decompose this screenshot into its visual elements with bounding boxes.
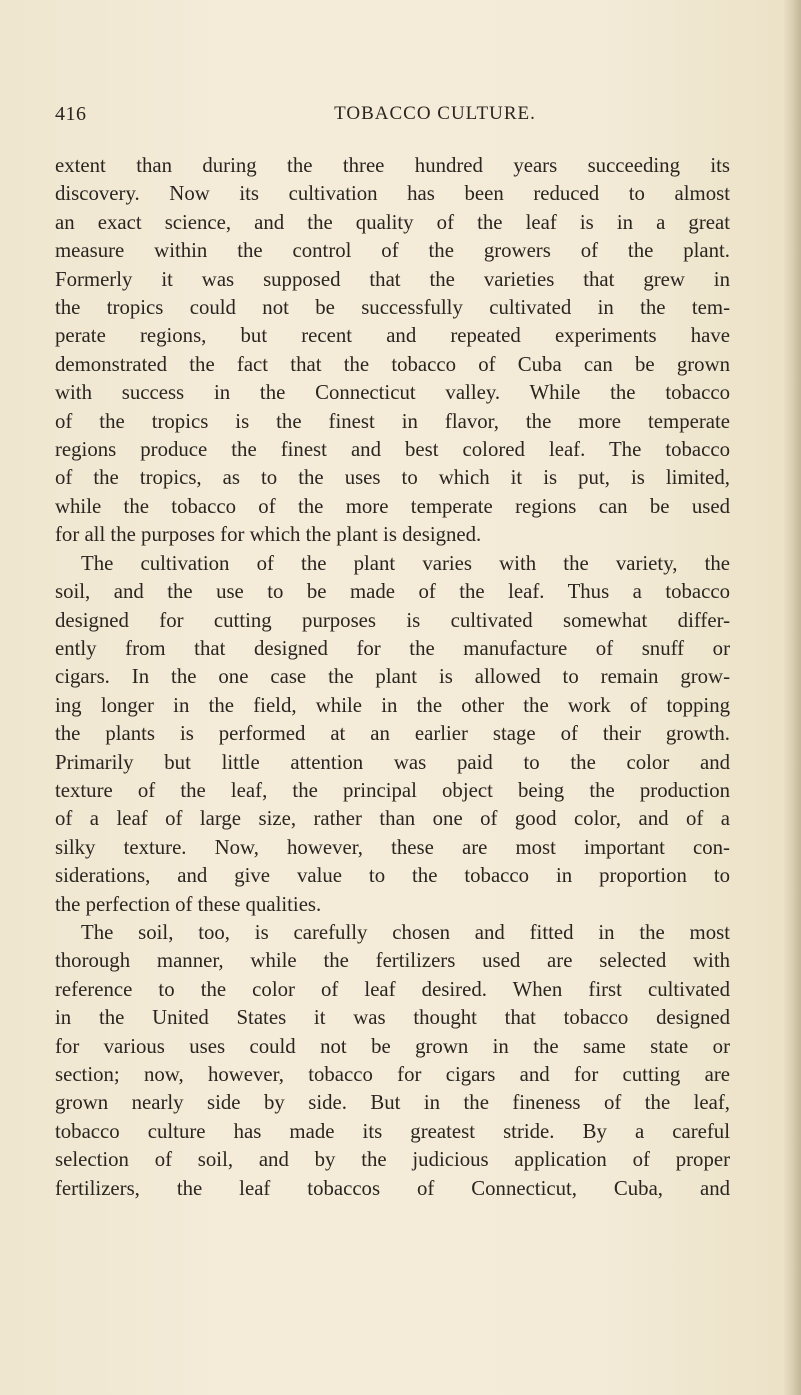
page-header [55,103,735,133]
paragraph-line: measure within the control of the growers of the plant. [55,239,730,263]
paragraph-line: Formerly it was supposed that the varieties that grew in [55,267,730,291]
paragraph-line: of a leaf of large size, rather than one of good color, and of a [55,807,730,831]
paragraph-line: silky texture. Now, however, these are most important con- [55,835,730,859]
paragraph-line: grown nearly side by side. But in the fineness of the leaf, [55,1091,730,1115]
paragraph-line: the perfection of these qualities. [55,892,322,916]
paragraph-line: Primarily but little attention was paid to the color and [55,750,730,774]
page-number: 416 [55,103,87,125]
paragraph-line: in the United States it was thought that tobacco designed [55,1006,730,1030]
paragraph-line: while the tobacco of the more temperate regions can be used [55,494,730,518]
paragraph-line: extent than during the three hundred years succeeding its [55,154,730,177]
paragraph-line: an exact science, and the quality of the leaf is in a great [55,210,730,234]
paragraph-line: selection of soil, and by the judicious application of proper [55,1148,730,1172]
paragraph-line: demonstrated the fact that the tobacco of Cuba can be grown [55,352,730,376]
paragraph-line: for various uses could not be grown in the same state or [55,1034,730,1058]
paragraph-line: the tropics could not be successfully cultivated in the tem- [55,296,730,320]
paragraph-line: fertilizers, the leaf tobaccos of Connecticut, Cuba, and [55,1176,730,1200]
paragraph-line: of the tropics is the finest in flavor, the more temperate [55,409,730,433]
paragraph-line: The cultivation of the plant varies with the variety, the [81,551,730,575]
paragraph-line: perate regions, but recent and repeated experiments have [55,324,730,348]
paragraph-line: regions produce the finest and best colored leaf. The tobacco [55,438,730,462]
paragraph-line: of the tropics, as to the uses to which it is put, is limited, [55,466,730,490]
running-head: TOBACCO CULTURE. [334,103,536,124]
paragraph-line: ing longer in the field, while in the other the work of topping [55,693,730,717]
paragraph-line: texture of the leaf, the principal object being the production [55,778,730,802]
paragraph-line: soil, and the use to be made of the leaf. Thus a tobacco [55,580,730,604]
paragraph-line: tobacco culture has made its greatest stride. By a careful [55,1119,730,1143]
paragraph-line: discovery. Now its cultivation has been reduced to almost [55,182,730,206]
paragraph-line: ently from that designed for the manufacture of snuff or [55,636,730,660]
paragraph-line: cigars. In the one case the plant is allowed to remain grow- [55,665,730,689]
paragraph-line: with success in the Connecticut valley. While the tobacco [55,381,730,405]
body-text [55,152,730,1203]
paragraph-line: The soil, too, is carefully chosen and fitted in the most [81,920,730,944]
paragraph-line: designed for cutting purposes is cultivated somewhat differ- [55,608,730,632]
paragraph-line: thorough manner, while the fertilizers used are selected with [55,949,730,973]
paragraph-line: reference to the color of leaf desired. When first cultivated [55,977,730,1001]
paragraph-line: for all the purposes for which the plant is designed. [55,523,482,547]
page-edge-shadow [783,0,801,1395]
paragraph-line: siderations, and give value to the tobacco in proportion to [55,864,730,888]
paragraph-line: the plants is performed at an earlier stage of their growth. [55,722,730,746]
paragraph-line: section; now, however, tobacco for cigars and for cutting are [55,1063,730,1086]
